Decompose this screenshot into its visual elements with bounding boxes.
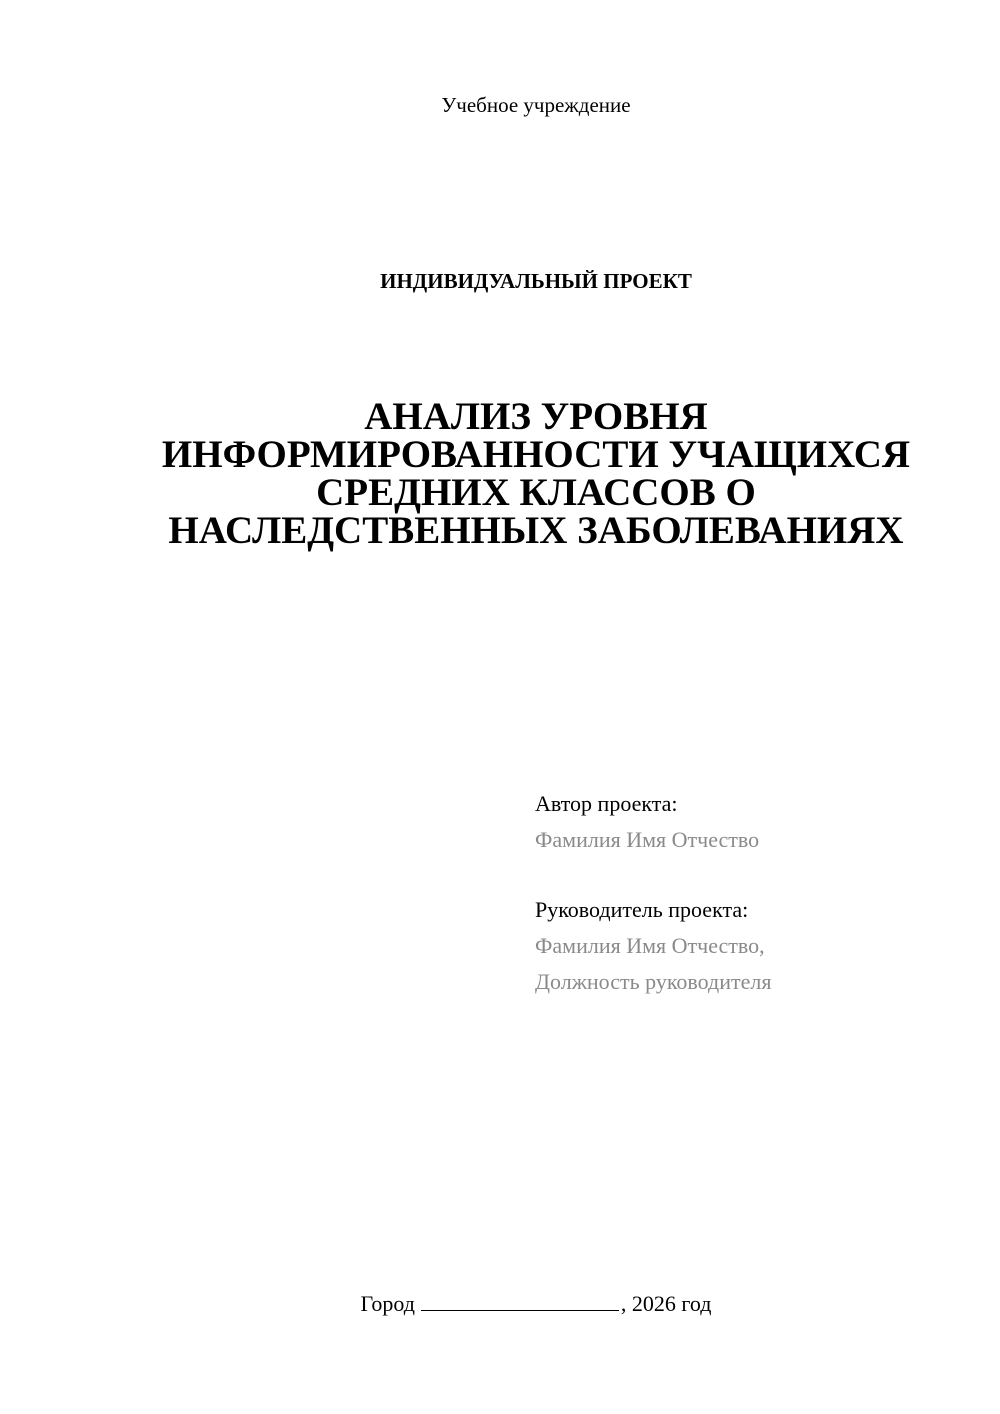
credits-spacer <box>535 858 975 892</box>
city-label: Город <box>360 1291 415 1316</box>
project-title-line: АНАЛИЗ УРОВНЯ <box>364 395 708 438</box>
institution-name: Учебное учреждение <box>441 93 631 117</box>
footer-city-year <box>0 1288 1000 1320</box>
supervisor-name: Фамилия Имя Отчество, <box>535 933 765 958</box>
project-title-line: ИНФОРМИРОВАННОСТИ УЧАЩИХСЯ <box>161 433 911 476</box>
project-title <box>0 395 1000 552</box>
project-title-line: НАСЛЕДСТВЕННЫХ ЗАБОЛЕВАНИЯХ <box>168 509 904 552</box>
author-label: Автор проекта: <box>535 791 678 816</box>
author-name: Фамилия Имя Отчество <box>535 827 760 852</box>
credits-block <box>535 786 975 1000</box>
city-blank-line <box>421 1288 619 1311</box>
document-type-heading: ИНДИВИДУАЛЬНЫЙ ПРОЕКТ <box>380 269 692 293</box>
year-text: , 2026 год <box>620 1291 712 1316</box>
project-title-line: СРЕДНИХ КЛАССОВ О <box>316 471 756 514</box>
supervisor-position: Должность руководителя <box>535 969 772 994</box>
supervisor-label: Руководитель проекта: <box>535 897 749 922</box>
